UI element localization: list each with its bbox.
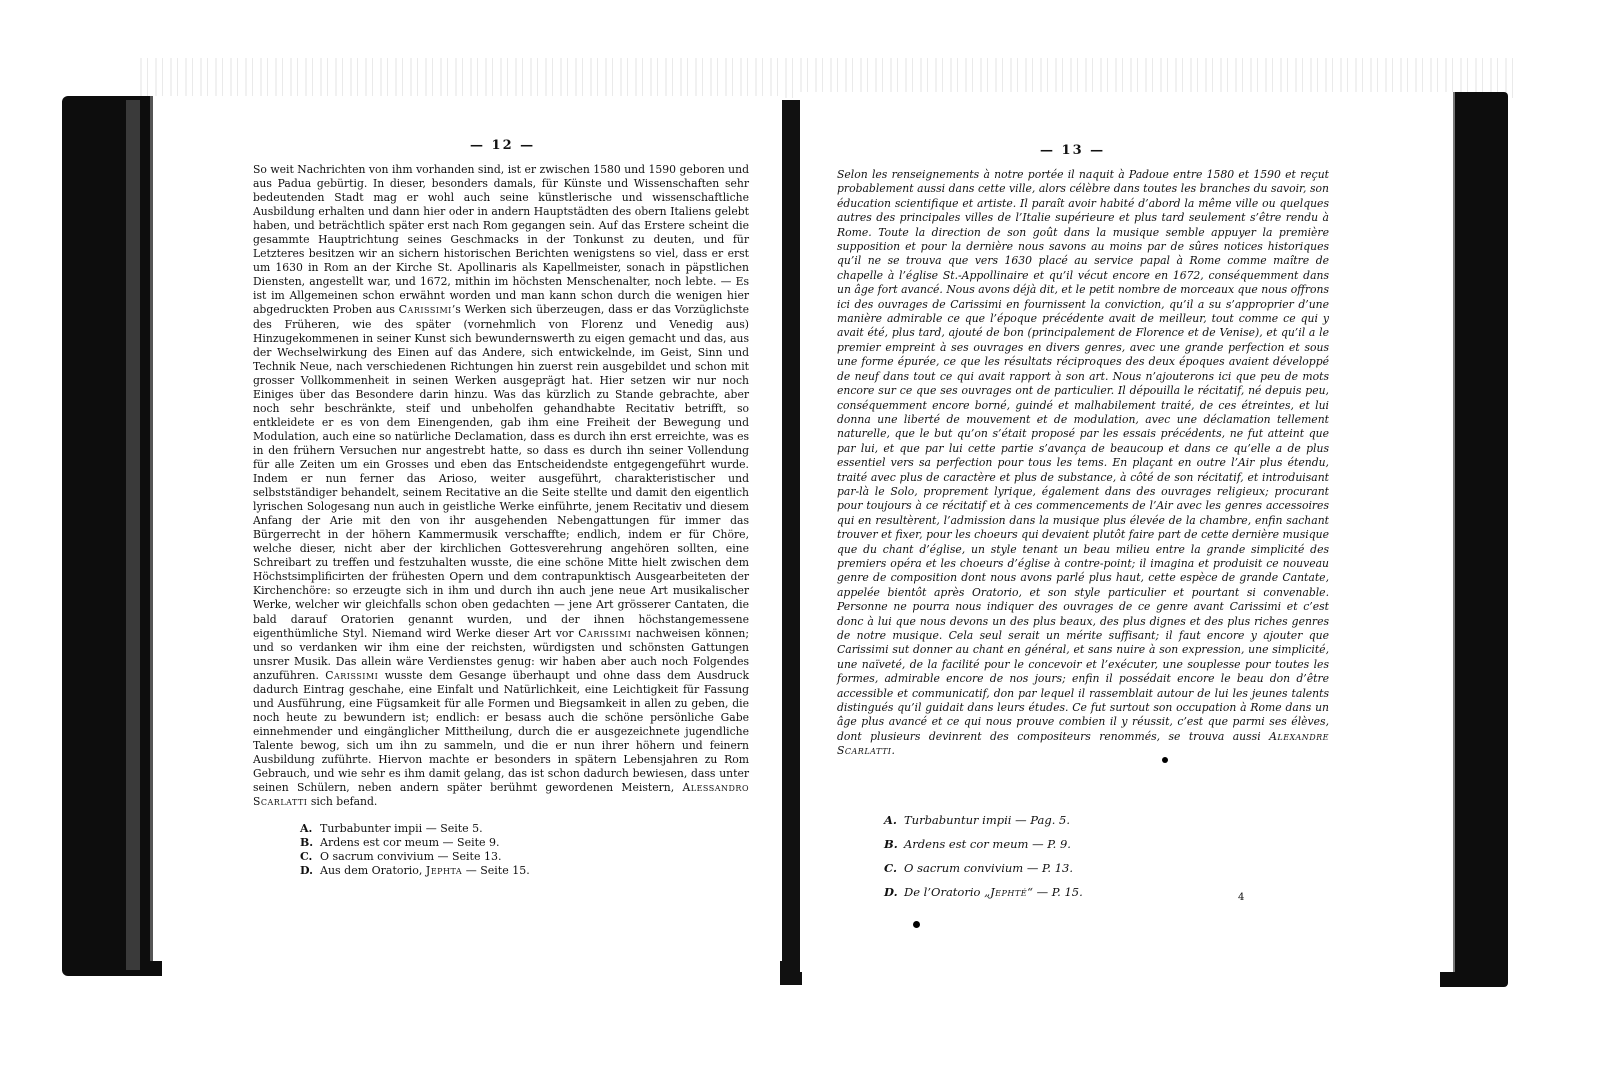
pupil-name: Alexandre Scarlatti [837,729,1329,758]
ink-spot [1162,757,1168,763]
contents-list-french [884,808,1083,904]
list-item [300,850,530,864]
item-letter: B. [884,837,898,851]
oratorio-name: Jephta [425,864,463,877]
pupil-name: Alessandro Scarlatti [253,781,749,809]
book-spine-edge [126,100,140,970]
text-run: sich befand. [307,795,378,809]
list-item [300,836,530,850]
oratorio-name: Jephté [990,885,1028,899]
page-number-left: — 12 — [470,138,536,153]
item-letter: A. [300,822,313,835]
item-text: Ardens est cor meum — P. 9. [904,837,1071,851]
text-run: ’s Werken sich überzeugen, dass er das Vorzüglichste des Früheren, wie des später (vornehmlich von Florenz und Venedig aus) Hinzugekommenen in seiner Kunst sich bewundernswerth zu eigen gemacht und das, aus der Wechselwirkung des Einen auf das Andere, sich entwickelnde, im Geist, Sinn und Technik Neue, nach verschiedenen Richtungen hin zuerst rein ausgebildet und schon mit grosser Vollkommenheit in seinen Werken ausgeprägt hat. Hier setzen wir nur noch Einiges über das Besondere darin hinzu. Was das kürzlich zu Stande gebrachte, aber noch sehr beschränkte, steif und unbeholfen gehandhabte Recitativ betrifft, so entkleidete er es von dem Einengenden, gab ihm eine Freiheit der Bewegung und Modulation, auch eine so natürliche Declamation, dass es durch ihn erst erreichte, was es in den frühern Versuchen nur angestrebt hatte, so dass es durch ihn seiner Vollendung für alle Zeiten um ein Grosses und eben das Entscheidendste entgegengeführt wurde. Indem er nun ferner das Arioso, weiter ausgeführt, charakteristischer und selbstständiger behandelt, seinem Recitative an die Seite stellte und damit den eigentlich lyrischen Sologesang nun auch in geistliche Werke einführte, jenem Recitativ und diesem Anfang der Arie mit den von ihr ausgehenden Nebengattungen für immer das Bürgerrecht in der höhern Kammermusik verschaffte; endlich, indem er für Chöre, welche dieser, nicht aber der kirchlichen Gottesverehrung angehören sollten, eine Schreibart zu treffen und festzuhalten wusste, die eine schöne Mitte hielt zwischen dem Höchstsimplificirten der frühesten Opern und dem contrapunktisch Ausgearbeiteten der Kirchenchöre: so erzeugte sich in ihm und durch ihn auch jene neue Art musikalischer Werke, welcher wir gleichfalls schon oben gedachten — jene Art grösserer Cantaten, die bald darauf Oratorien genannt wurden, und der ihnen höchstangemessene eigenthümliche Styl. Niemand wird Werke dieser Art vor [253,303,749,640]
item-letter: C. [884,861,897,875]
item-text: Turbabuntur impii — Pag. 5. [904,813,1070,827]
book-cover-left [62,96,162,976]
item-letter: D. [300,864,313,877]
item-letter: B. [300,836,314,849]
item-text: De l’Oratorio „ [904,885,991,899]
contents-list-german [300,822,530,878]
item-text: Turbabunter impii — Seite 5. [320,822,483,835]
text-run: . [891,744,895,758]
signature-mark: 4 [1238,892,1245,903]
item-text: — Seite 15. [462,864,530,877]
list-item [884,832,1083,856]
page-number-right: — 13 — [1040,143,1106,158]
list-item [884,808,1083,832]
list-item [884,856,1083,880]
composer-name: Carissimi [398,303,452,317]
item-text: O sacrum convivium — Seite 13. [320,850,502,863]
item-letter: D. [884,885,898,899]
item-text: O sacrum convivium — P. 13. [904,861,1073,875]
book-gutter [780,100,802,985]
list-item [300,864,530,878]
text-run: wusste dem Gesange überhaupt und ohne dass dem Ausdruck dadurch Eintrag geschahe, eine Einfalt und Natürlichkeit, eine Leichtigkeit für Fassung und Ausführung, eine Fügsamkeit für alle Formen und Biegsamkeit in allen zu geben, die noch heute zu bewundern ist; endlich: er besass auch die schöne persönliche Gabe einnehmender und eingänglicher Mittheilung, durch die er ausgezeichnete jugendliche Talente bewog, sich um ihn zu sammeln, und die er nun ihrer höhern und feinern Ausbildung zuführte. Hiervon machte er besonders in spätern Lebensjahren zu Rom Gebrauch, und wie sehr es ihm damit gelang, das ist schon dadurch bewiesen, dass unter seinen Schülern, neben andern später berühmt gewordenen Meistern, [253,668,749,795]
text-run: nachweisen können; und so verdanken wir ihm eine der reichsten, würdigsten und schönsten Gattungen unsrer Musik. Das allein wäre Verdienstes genug: wir haben aber auch noch Folgendes anzuführen. [253,626,750,682]
text-run: Selon les renseignements à notre portée il naquit à Padoue entre 1580 et 1590 et reçut probablement aussi dans cette ville, alors célèbre dans toutes les branches du savoir, son éducation scientifique et artiste. Il paraît avoir habité d’abord la même ville ou quelques autres des principales villes de l’Italie supérieure et plus tard seulement s’être rendu à Rome. Toute la direction de son goût dans la musique semble appuyer la première supposition et pour la dernière nous savons au moins par de sûres notices historiques qu’il ne se trouva que vers 1630 placé au service papal à Rome comme maître de chapelle à l’église St.-Appollinaire et qu’il vécut encore en 1672, conséquemment dans un âge fort avancé. Nous avons déjà dit, et le petit nombre de morceaux que nous offrons ici des ouvrages de Carissimi en fournissent la conviction, qu’il a su s’approprier d’une manière admirable ce que l’époque précédente avait de meilleur, tout comme ce qui y avait été, plus tard, ajouté de bon (principalement de Florence et de Venise), et qu’il a le premier empreint à ses ouvrages en divers genres, avec une grande perfection et sous une forme épurée, ce que les résultats réciproques des deux époques avaient développé de neuf dans tout ce qui avait rapport à son art. Nous n’ajouterons ici que peu de mots encore sur ce que ses ouvrages ont de particulier. Il dépouilla le récitatif, né depuis peu, conséquemment encore borné, guindé et malhabilement traité, de ces étreintes, et lui donna une liberté de mouvement et de modulation, avec une déclamation tellement naturelle, que le but qu’on s’était proposé par les essais précédents, ne fut atteint que par lui, et que par lui cette partie s’avança de beaucoup et dans ce qu’elle a de plus essentiel vers sa perfection pour tous les tems. En plaçant en outre l’Air plus étendu, traité avec plus de caractère et plus de substance, à côté de son récitatif, et introduisant par-là le Solo, proprement lyrique, également dans des ouvrages religieux; procurant pour toujours à ce récitatif et à ces commencements de l’Air avec les genres accessoires qui en resultèrent, l’admission dans la musique plus élevée de la chambre, enfin sachant trouver et fixer, pour les choeurs qui devaient plutôt faire part de cette dernière musique que du chant d’église, un style tenant un beau milieu entre la grande simplicité des premiers opéra et les choeurs d’église à contre-point; il imagina et produisit ce nouveau genre de composition dont nous avons parlé plus haut, cette espèce de grande Cantate, appelée bientôt après Oratorio, et son style particulier et pourtant si convenable. Personne ne pourra nous indiquer des ouvrages de ce genre avant Carissimi et c’est donc à lui que nous devons un des plus beaux, des plus dignes et des plus riches genres de notre musique. Cela seul serait un mérite suffisant; il faut encore y ajouter que Carissimi sut donner au chant en général, et sans nuire à son expression, une simplicité, une naïveté, de la facilité pour le concevoir et l’exécuter, une souplesse pour toutes les formes, admirable encore de nos jours; enfin il possédait encore le beau don d’être accessible et communicatif, don par lequel il rassemblait autour de lui les jeunes talents distingués qu’il guidait dans leurs études. Ce fut surtout son occupation à Rome dans un âge plus avancé et ce qui nous prouve combien il y réussit, c’est que parmi ses élèves, dont plusieurs devinrent des compositeurs renommés, se trouva aussi [837,168,1329,743]
item-text: Aus dem Oratorio, [320,864,426,877]
composer-name: Carissimi [325,668,379,682]
text-run: So weit Nachrichten von ihm vorhanden sind, ist er zwischen 1580 und 1590 geboren und aus Padua gebürtig. In dieser, besonders damals, für Künste und Wissenschaften sehr bedeutenden Stadt mag er wohl auch seine künstlerische und wissenschaftliche Ausbildung erhalten und dann hier oder in andern Hauptstädten des obern Italiens gelebt haben, und beträchtlich später erst nach Rom gegangen sein. Auf das Erstere scheint die gesammte Hauptrichtung seines Geschmacks in der Tonkunst zu deuten, und für Letzteres besitzen wir an sichern historischen Berichten wenigstens so viel, dass er erst um 1630 in Rom an der Kirche St. Apollinaris als Kapellmeister, sonach in päpstlichen Diensten, angestellt war, und 1672, mithin im höchsten Menschenalter, noch lebte. — Es ist im Allgemeinen schon erwähnt worden und man kann schon durch die wenigen hier abgedruckten Proben aus [253,163,749,317]
composer-name: Carissimi [578,626,632,640]
german-paragraph [253,163,749,809]
item-letter: C. [300,850,313,863]
item-text: “ — P. 15. [1027,885,1083,899]
french-paragraph [837,168,1329,759]
ink-spot [913,921,920,928]
item-letter: A. [884,813,897,827]
item-text: Ardens est cor meum — Seite 9. [320,836,500,849]
list-item [884,880,1083,904]
list-item [300,822,530,836]
